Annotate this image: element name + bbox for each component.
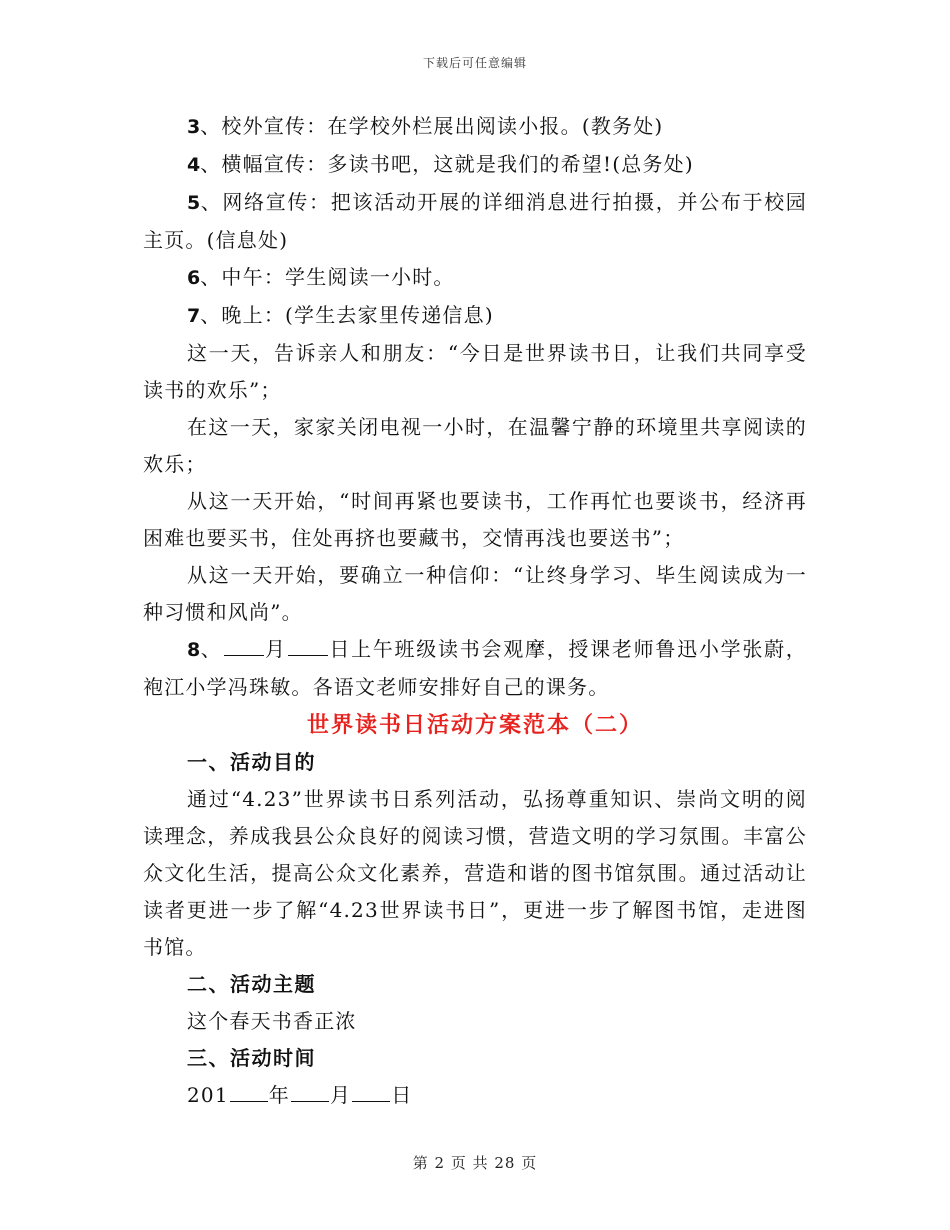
heading-time: 三、活动时间 — [187, 1046, 316, 1070]
item-text: 、校外宣传：在学校外栏展出阅读小报。(教务处) — [200, 114, 664, 138]
document-body — [143, 108, 807, 1114]
paragraph-read-books: 从这一天开始，“时间再紧也要读书，工作再忙也要谈书，经济再困难也要买书，住处再挤也要藏书，交情再浅也要送书”； — [143, 489, 807, 550]
section-title: 世界读书日活动方案范本（二） — [306, 712, 643, 738]
item-number: 3 — [187, 116, 201, 138]
heading-theme: 二、活动主题 — [187, 972, 316, 996]
list-item-3 — [143, 108, 807, 146]
year-label: 年 — [268, 1083, 290, 1107]
page-header: 下载后可任意编辑 — [422, 56, 527, 70]
blank-line — [288, 637, 328, 656]
blank-line — [291, 1083, 329, 1102]
list-item-6 — [143, 259, 807, 297]
item-number: 6 — [187, 267, 201, 289]
paragraph-purpose: 通过“4.23”世界读书日系列活动，弘扬尊重知识、崇尚文明的阅读理念，养成我县公众良好的阅读习惯，营造文明的学习氛围。丰富公众文化生活，提高公众文化素养，营造和谐的图书馆氛围。通过活动让读者更进一步了解“4.23世界读书日”，更进一步了解图书馆，走进图书馆。 — [143, 787, 807, 959]
item-number: 8 — [187, 639, 201, 661]
paragraph-tv-off: 在这一天，家家关闭电视一小时，在温馨宁静的环境里共享阅读的欢乐； — [143, 415, 807, 476]
item-number: 7 — [187, 305, 201, 327]
list-item-4 — [143, 146, 807, 184]
blank-line — [224, 637, 264, 656]
day-label: 日 — [391, 1083, 413, 1107]
item-prefix: 、 — [200, 637, 223, 661]
month-label: 月 — [264, 637, 287, 661]
list-item-8 — [143, 631, 807, 706]
list-item-7 — [143, 297, 807, 335]
item-text: 日上午班级读书会观摩，授课老师鲁迅小学张蔚，袍江小学冯珠敏。各语文老师安排好自己的课务。 — [143, 637, 808, 699]
paragraph-time — [143, 1077, 807, 1114]
paragraph-belief: 从这一天开始，要确立一种信仰：“让终身学习、毕生阅读成为一种习惯和风尚”。 — [143, 563, 807, 624]
paragraph-tell-friends: 这一天，告诉亲人和朋友：“今日是世界读书日，让我们共同享受读书的欢乐”； — [143, 341, 807, 402]
item-number: 4 — [187, 154, 201, 176]
item-text: 、横幅宣传：多读书吧，这就是我们的希望!(总务处) — [200, 152, 694, 176]
item-number: 5 — [187, 192, 201, 214]
heading-purpose: 一、活动目的 — [187, 750, 316, 774]
blank-line — [352, 1083, 390, 1102]
month-label: 月 — [329, 1083, 352, 1107]
blank-line — [230, 1083, 268, 1102]
page-footer: 第 2 页 共 28 页 — [412, 1154, 538, 1172]
year-prefix: 201 — [187, 1083, 229, 1107]
item-text: 、网络宣传：把该活动开展的详细消息进行拍摄，并公布于校园主页。(信息处) — [143, 190, 807, 252]
item-text: 、中午：学生阅读一小时。 — [200, 265, 455, 289]
list-item-5 — [143, 184, 807, 259]
item-text: 、晚上：(学生去家里传递信息) — [200, 303, 494, 327]
paragraph-theme: 这个春天书香正浓 — [187, 1009, 357, 1033]
